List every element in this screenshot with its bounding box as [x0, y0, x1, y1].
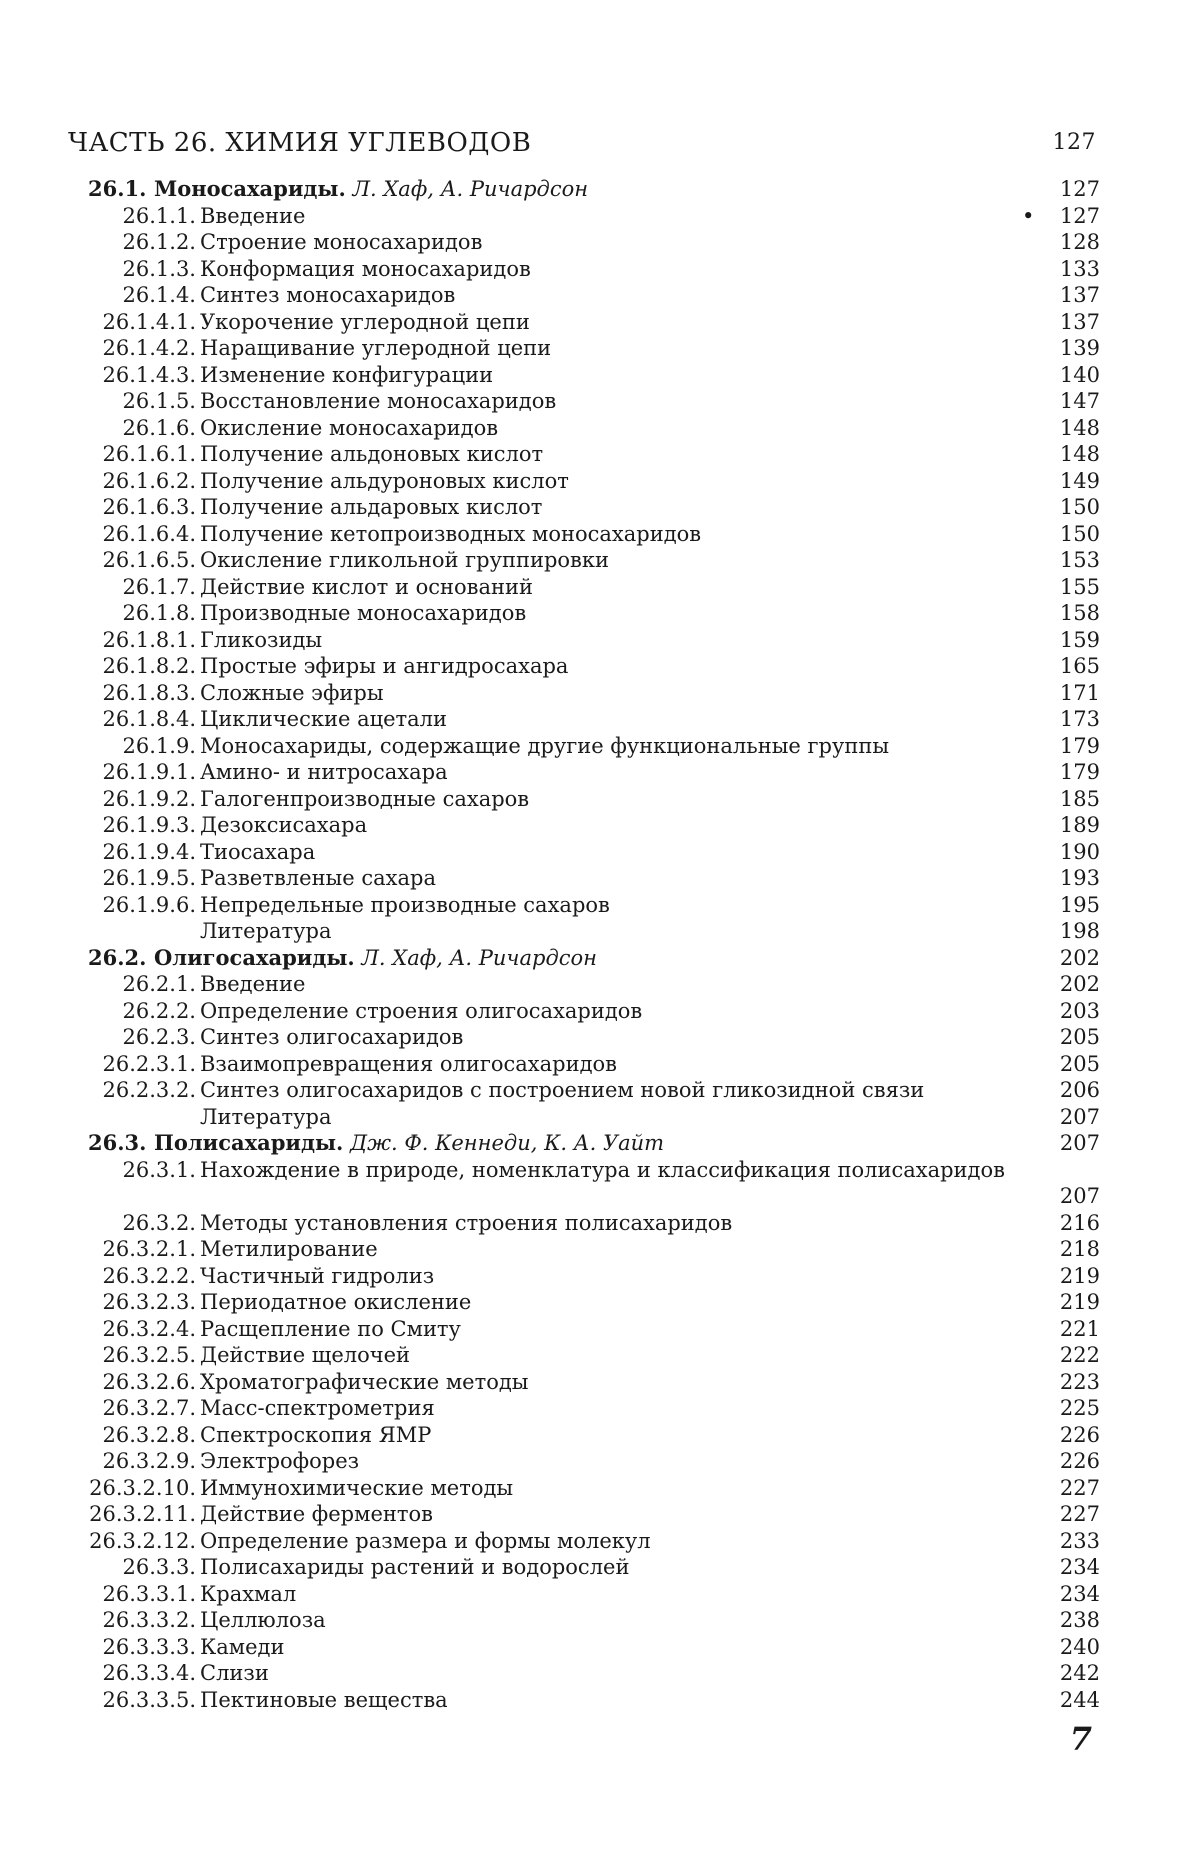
entry-number: 26.3.2.	[122, 1210, 196, 1235]
entry-number: 26.1.8.3.	[102, 680, 196, 705]
entry-number: 26.3.2.2.	[102, 1263, 196, 1288]
entry-title: Простые эфиры и ангидросахара	[200, 654, 569, 678]
toc-section-row	[0, 945, 1200, 972]
entry-number: 26.1.9.5.	[102, 866, 196, 890]
entry-title: Целлюлоза	[200, 1608, 326, 1632]
entry-title: Наращивание углеродной цепи	[200, 336, 552, 360]
entry-page: 128	[1059, 230, 1100, 254]
toc-entry-row	[0, 521, 1200, 548]
entry-page: 140	[1059, 362, 1100, 387]
entry-number: 26.1.9.2.	[102, 786, 196, 811]
entry-title: Синтез олигосахаридов	[200, 1025, 464, 1049]
entry-title: Получение кетопроизводных моносахаридов	[200, 521, 702, 546]
entry-number: 26.1.8.2.	[102, 654, 196, 678]
entry-title: Получение альдуроновых кислот	[200, 468, 569, 493]
section-page: 207	[1059, 1131, 1100, 1155]
entry-title: Периодатное окисление	[200, 1290, 472, 1314]
section-title	[154, 1130, 664, 1157]
toc-entry-row	[0, 1024, 1200, 1051]
entry-page: 234	[1059, 1581, 1100, 1606]
toc-entry-row	[0, 1607, 1200, 1634]
entry-number: 26.1.4.1.	[102, 309, 196, 334]
toc-entry-row	[0, 441, 1200, 468]
entry-page: 149	[1059, 468, 1100, 493]
toc-entry-row	[0, 1687, 1200, 1714]
section-heading: Олигосахариды.	[154, 944, 355, 970]
toc-entry-row	[0, 1236, 1200, 1263]
entry-page: 165	[1059, 654, 1100, 678]
entry-number: 26.2.3.	[122, 1025, 196, 1049]
entry-title: Конформация моносахаридов	[200, 256, 531, 281]
toc-entry-row	[0, 309, 1200, 336]
entry-page: 225	[1059, 1396, 1100, 1420]
entry-page: 147	[1059, 389, 1100, 413]
entry-title: Нахождение в природе, номенклатура и классификация полисахаридов	[200, 1157, 1005, 1182]
entry-page: 133	[1059, 256, 1100, 281]
entry-number: 26.3.2.10.	[89, 1475, 196, 1500]
section-authors: Л. Хаф, А. Ричардсон	[361, 945, 598, 970]
entry-number: 26.1.4.2.	[102, 336, 196, 360]
toc-entry-row	[0, 971, 1200, 998]
entry-page: 227	[1059, 1475, 1100, 1500]
entry-page: 219	[1059, 1263, 1100, 1288]
toc-entry-row	[0, 468, 1200, 495]
entry-number: 26.1.8.1.	[102, 627, 196, 652]
table-of-contents	[0, 176, 1200, 1713]
entry-number: 26.1.6.1.	[102, 442, 196, 466]
entry-title: Введение	[200, 972, 306, 996]
entry-number: 26.3.2.12.	[89, 1528, 196, 1553]
entry-mark: •	[1022, 203, 1035, 228]
entry-page: 205	[1059, 1051, 1100, 1076]
entry-page: 207	[1059, 1104, 1100, 1129]
entry-page: 238	[1059, 1608, 1100, 1632]
entry-title: Производные моносахаридов	[200, 601, 527, 625]
entry-page: 185	[1059, 786, 1100, 811]
entry-page: 179	[1059, 760, 1100, 784]
toc-entry-row	[0, 1210, 1200, 1237]
entry-number: 26.1.9.4.	[102, 839, 196, 864]
entry-number: 26.1.6.4.	[102, 521, 196, 546]
entry-page: 240	[1059, 1634, 1100, 1659]
toc-entry-row	[0, 1422, 1200, 1449]
entry-page: 218	[1059, 1237, 1100, 1261]
entry-page: 155	[1059, 574, 1100, 599]
entry-number: 26.1.4.3.	[102, 362, 196, 387]
toc-entry-row	[0, 1660, 1200, 1687]
entry-number: 26.3.2.6.	[102, 1369, 196, 1394]
entry-page: 244	[1059, 1687, 1100, 1712]
entry-title: Определение размера и формы молекул	[200, 1528, 651, 1553]
section-title	[154, 176, 588, 203]
entry-page: 179	[1059, 733, 1100, 758]
entry-title: Взаимопревращения олигосахаридов	[200, 1051, 618, 1076]
toc-entry-row	[0, 627, 1200, 654]
entry-number: 26.2.2.	[122, 998, 196, 1023]
entry-page: 190	[1059, 839, 1100, 864]
entry-title: Действие кислот и оснований	[200, 574, 534, 599]
toc-entry-row	[0, 335, 1200, 362]
entry-title: Получение альдаровых кислот	[200, 495, 543, 519]
toc-entry-row	[0, 282, 1200, 309]
entry-number: 26.3.1.	[122, 1157, 196, 1182]
entry-number: 26.3.3.	[122, 1555, 196, 1579]
entry-number: 26.1.9.6.	[102, 892, 196, 917]
toc-entry-row	[0, 1157, 1200, 1210]
entry-title: Действие ферментов	[200, 1502, 433, 1526]
section-number: 26.2.	[88, 944, 147, 970]
entry-number: 26.2.3.2.	[102, 1078, 196, 1102]
entry-title: Получение альдоновых кислот	[200, 442, 544, 466]
entry-number: 26.3.2.5.	[102, 1343, 196, 1367]
entry-title: Спектроскопия ЯМР	[200, 1422, 432, 1447]
entry-page: 195	[1059, 892, 1100, 917]
entry-number: 26.1.7.	[122, 574, 196, 599]
toc-entry-row	[0, 547, 1200, 574]
toc-entry-row	[0, 1528, 1200, 1555]
section-heading: Моносахариды.	[154, 176, 346, 201]
entry-page: 226	[1059, 1449, 1100, 1473]
entry-number: 26.1.2.	[122, 230, 196, 254]
entry-number: 26.1.6.5.	[102, 548, 196, 572]
section-authors: Л. Хаф, А. Ричардсон	[352, 177, 589, 201]
toc-entry-row	[0, 600, 1200, 627]
entry-number: 26.3.3.2.	[102, 1608, 196, 1632]
entry-number: 26.3.3.3.	[102, 1634, 196, 1659]
toc-entry-row	[0, 415, 1200, 442]
entry-title: Синтез моносахаридов	[200, 283, 456, 307]
toc-entry-row	[0, 1369, 1200, 1396]
toc-entry-row	[0, 733, 1200, 760]
entry-number: 26.1.4.	[122, 283, 196, 307]
entry-title: Окисление гликольной группировки	[200, 548, 609, 572]
toc-entry-row	[0, 1316, 1200, 1343]
entry-title: Определение строения олигосахаридов	[200, 998, 643, 1023]
entry-page: 226	[1059, 1422, 1100, 1447]
entry-page: 206	[1059, 1078, 1100, 1102]
entry-title: Дезоксисахара	[200, 813, 368, 837]
toc-entry-row	[0, 1395, 1200, 1422]
toc-entry-row	[0, 998, 1200, 1025]
toc-entry-row	[0, 1104, 1200, 1131]
toc-entry-row	[0, 1077, 1200, 1104]
entry-number: 26.1.8.4.	[102, 707, 196, 731]
entry-page: 173	[1059, 707, 1100, 731]
entry-title: Камеди	[200, 1634, 285, 1659]
entry-number: 26.3.2.4.	[102, 1316, 196, 1341]
entry-title: Полисахариды растений и водорослей	[200, 1555, 630, 1579]
toc-entry-row	[0, 706, 1200, 733]
entry-title: Укорочение углеродной цепи	[200, 309, 530, 334]
entry-page: 148	[1059, 442, 1100, 466]
entry-page: 150	[1059, 495, 1100, 519]
toc-entry-row	[0, 1501, 1200, 1528]
toc-entry-row	[0, 812, 1200, 839]
toc-entry-row	[0, 256, 1200, 283]
entry-number: 26.1.3.	[122, 256, 196, 281]
entry-number: 26.3.2.11.	[89, 1502, 196, 1526]
entry-page: 153	[1059, 548, 1100, 572]
toc-section-row	[0, 176, 1200, 203]
section-heading: Полисахариды.	[154, 1130, 344, 1155]
entry-title: Моносахариды, содержащие другие функциональные группы	[200, 733, 890, 758]
entry-number: 26.3.2.3.	[102, 1290, 196, 1314]
entry-number: 26.3.2.9.	[102, 1449, 196, 1473]
entry-page: 137	[1059, 309, 1100, 334]
toc-entry-row	[0, 494, 1200, 521]
entry-title: Расщепление по Смиту	[200, 1316, 461, 1341]
entry-title: Циклические ацетали	[200, 707, 447, 731]
toc-entry-row	[0, 1475, 1200, 1502]
entry-page: 159	[1059, 627, 1100, 652]
entry-page: 207	[1059, 1184, 1100, 1208]
toc-entry-row	[0, 1289, 1200, 1316]
entry-page: 234	[1059, 1555, 1100, 1579]
entry-page: 216	[1059, 1210, 1100, 1235]
toc-entry-row	[0, 203, 1200, 230]
entry-page: 219	[1059, 1290, 1100, 1314]
section-page: 202	[1059, 945, 1100, 970]
toc-entry-row	[0, 1342, 1200, 1369]
toc-entry-row	[0, 1581, 1200, 1608]
toc-entry-row	[0, 1554, 1200, 1581]
entry-title: Синтез олигосахаридов с построением новой гликозидной связи	[200, 1078, 925, 1102]
entry-title: Разветвленые сахара	[200, 866, 436, 890]
entry-title: Сложные эфиры	[200, 680, 384, 705]
entry-number: 26.2.3.1.	[102, 1051, 196, 1076]
entry-page: 171	[1059, 680, 1100, 705]
toc-entry-row	[0, 865, 1200, 892]
entry-page: 193	[1059, 866, 1100, 890]
entry-title: Слизи	[200, 1661, 269, 1685]
part-heading	[68, 128, 1096, 164]
entry-title: Непредельные производные сахаров	[200, 892, 610, 917]
entry-page: 221	[1059, 1316, 1100, 1341]
entry-page: 222	[1059, 1343, 1100, 1367]
entry-page: 242	[1059, 1661, 1100, 1685]
section-number: 26.1.	[88, 176, 147, 201]
entry-number: 26.1.5.	[122, 389, 196, 413]
entry-page: 233	[1059, 1528, 1100, 1553]
toc-entry-row	[0, 892, 1200, 919]
entry-page: 223	[1059, 1369, 1100, 1394]
entry-number: 26.2.1.	[122, 972, 196, 996]
section-number: 26.3.	[88, 1130, 147, 1155]
page-number: 7	[1069, 1720, 1092, 1758]
entry-number: 26.1.1.	[122, 203, 196, 228]
entry-title: Восстановление моносахаридов	[200, 389, 557, 413]
entry-title: Электрофорез	[200, 1449, 360, 1473]
entry-number: 26.1.9.1.	[102, 760, 196, 784]
toc-entry-row	[0, 1263, 1200, 1290]
toc-entry-row	[0, 918, 1200, 945]
toc-entry-row	[0, 759, 1200, 786]
entry-number: 26.3.3.1.	[102, 1581, 196, 1606]
toc-entry-row	[0, 786, 1200, 813]
entry-number: 26.3.3.5.	[102, 1687, 196, 1712]
entry-number: 26.1.9.3.	[102, 813, 196, 837]
entry-title: Методы установления строения полисахаридов	[200, 1210, 733, 1235]
entry-title: Введение	[200, 203, 306, 228]
entry-title: Галогенпроизводные сахаров	[200, 786, 530, 811]
part-title: ЧАСТЬ 26. ХИМИЯ УГЛЕВОДОВ	[68, 128, 532, 158]
toc-section-row	[0, 1130, 1200, 1157]
entry-title: Амино- и нитросахара	[200, 760, 448, 784]
entry-title: Масс-спектрометрия	[200, 1396, 435, 1420]
entry-page: 127	[1059, 203, 1100, 228]
entry-title: Окисление моносахаридов	[200, 415, 499, 440]
entry-page: 227	[1059, 1502, 1100, 1526]
entry-title: Частичный гидролиз	[200, 1263, 435, 1288]
entry-title: Изменение конфигурации	[200, 362, 494, 387]
entry-page: 158	[1059, 601, 1100, 625]
entry-number: 26.3.2.8.	[102, 1422, 196, 1447]
entry-title: Метилирование	[200, 1237, 378, 1261]
toc-entry-row	[0, 388, 1200, 415]
entry-title: Крахмал	[200, 1581, 297, 1606]
toc-entry-row	[0, 362, 1200, 389]
entry-page: 148	[1059, 415, 1100, 440]
toc-entry-row	[0, 229, 1200, 256]
entry-title: Литература	[200, 1104, 332, 1129]
section-page: 127	[1059, 177, 1100, 201]
entry-page: 137	[1059, 283, 1100, 307]
entry-page: 139	[1059, 336, 1100, 360]
toc-entry-row	[0, 839, 1200, 866]
entry-page: 189	[1059, 813, 1100, 837]
entry-number: 26.1.8.	[122, 601, 196, 625]
entry-title: Гликозиды	[200, 627, 323, 652]
entry-title: Хроматографические методы	[200, 1369, 529, 1394]
section-title	[154, 945, 597, 972]
toc-entry-row	[0, 1448, 1200, 1475]
entry-page: 203	[1059, 998, 1100, 1023]
entry-number: 26.1.9.	[122, 733, 196, 758]
entry-title: Литература	[200, 919, 332, 943]
toc-entry-row	[0, 653, 1200, 680]
entry-number: 26.3.2.1.	[102, 1237, 196, 1261]
entry-number: 26.3.3.4.	[102, 1661, 196, 1685]
entry-page: 205	[1059, 1025, 1100, 1049]
entry-page: 202	[1059, 972, 1100, 996]
entry-number: 26.1.6.3.	[102, 495, 196, 519]
toc-entry-row	[0, 1051, 1200, 1078]
toc-entry-row	[0, 574, 1200, 601]
entry-title: Строение моносахаридов	[200, 230, 483, 254]
toc-entry-row	[0, 1634, 1200, 1661]
entry-page: 198	[1059, 919, 1100, 943]
toc-entry-row	[0, 680, 1200, 707]
entry-number: 26.1.6.	[122, 415, 196, 440]
part-page: 127	[1052, 130, 1096, 155]
entry-title: Тиосахара	[200, 839, 316, 864]
entry-page: 150	[1059, 521, 1100, 546]
entry-number: 26.3.2.7.	[102, 1396, 196, 1420]
entry-title: Иммунохимические методы	[200, 1475, 514, 1500]
entry-number: 26.1.6.2.	[102, 468, 196, 493]
entry-title: Действие щелочей	[200, 1343, 411, 1367]
entry-title: Пектиновые вещества	[200, 1687, 448, 1712]
section-authors: Дж. Ф. Кеннеди, К. А. Уайт	[350, 1131, 665, 1155]
